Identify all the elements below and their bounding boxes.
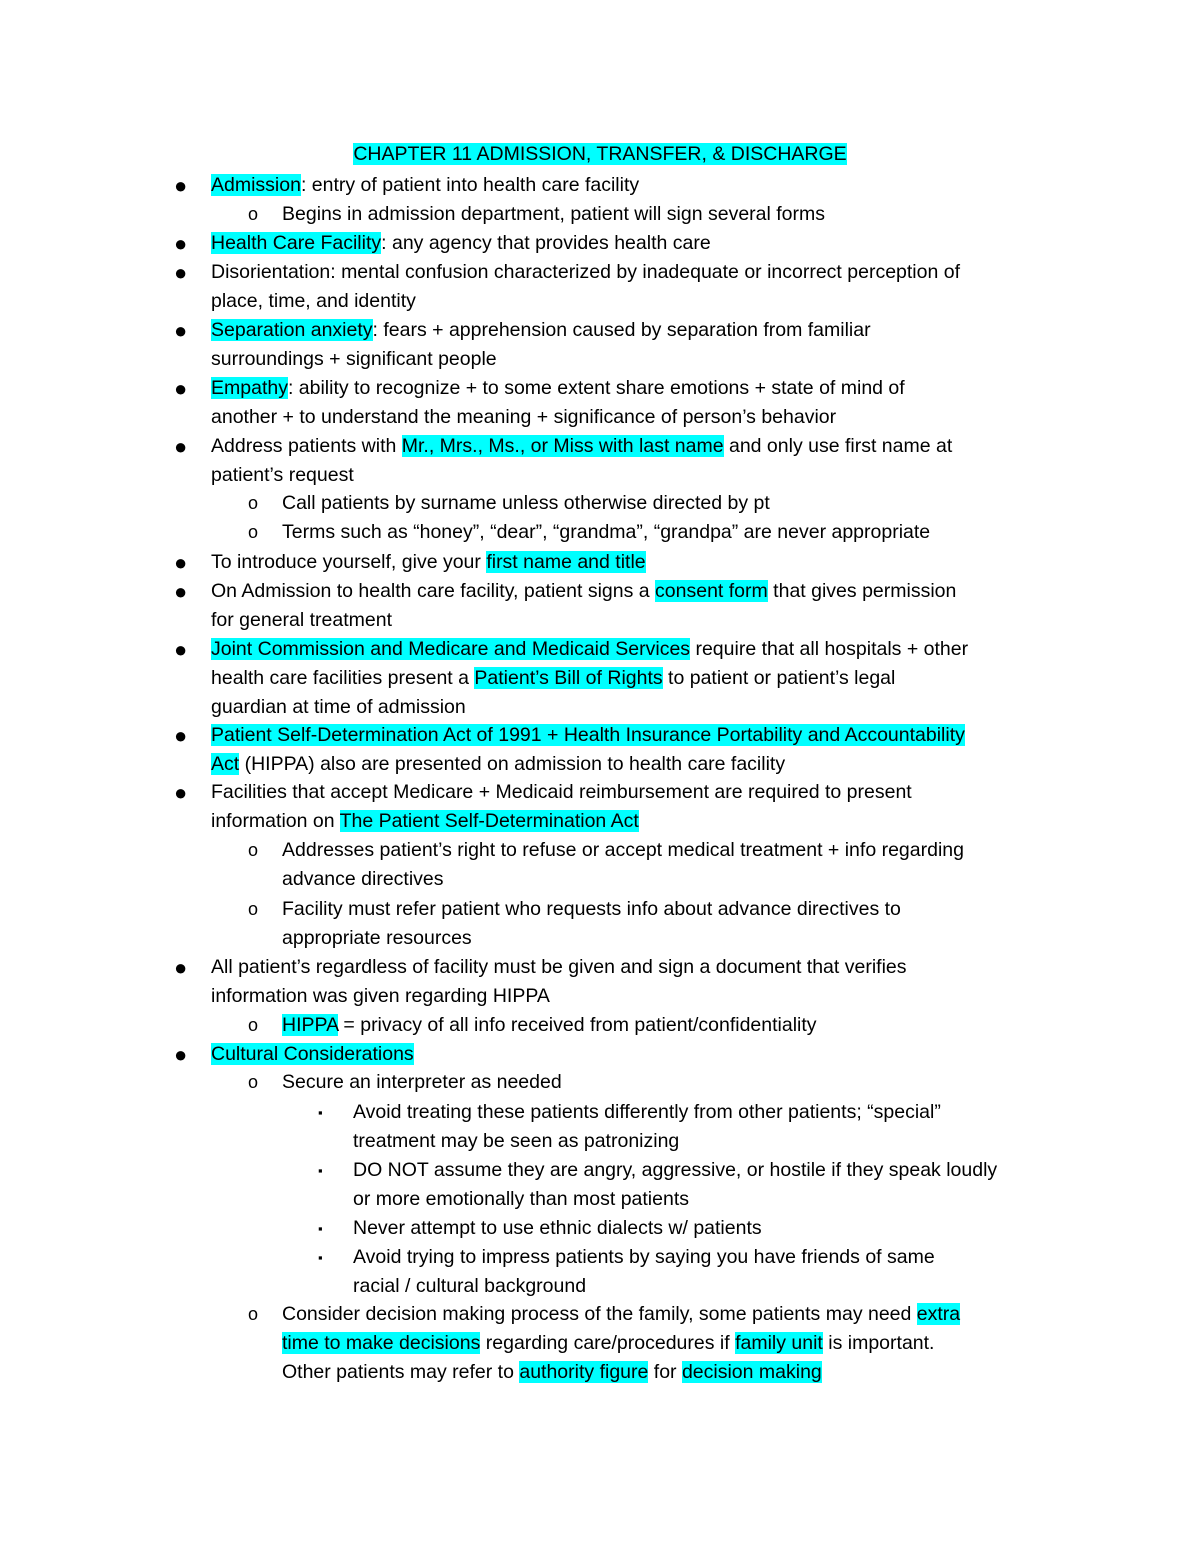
text-segment: Consider decision making process of the family, some patients may need	[282, 1303, 917, 1325]
text-segment: Secure an interpreter as needed	[282, 1071, 562, 1093]
list-item-line	[211, 635, 968, 664]
list-item-line	[211, 432, 952, 461]
list-item-line	[282, 1068, 562, 1097]
bullet-level-1: ●	[174, 1042, 188, 1067]
highlighted-text: Admission	[211, 174, 301, 196]
highlighted-text: Patient Self-Determination Act of 1991 + Health Insurance Portability and Accountability	[211, 724, 965, 746]
bullet-level-1: ●	[174, 955, 188, 980]
list-item-line	[282, 200, 825, 229]
highlighted-text: Empathy	[211, 377, 288, 399]
text-segment: Terms such as “honey”, “dear”, “grandma”, “grandpa” are never appropriate	[282, 521, 931, 543]
text-segment: Call patients by surname unless otherwise directed by pt	[282, 492, 770, 514]
text-segment: All patient’s regardless of facility must be given and sign a document that verifies	[211, 956, 907, 978]
bullet-level-2: o	[248, 899, 259, 919]
text-segment: Other patients may refer to	[282, 1361, 520, 1383]
text-segment: Disorientation: mental confusion characterized by inadequate or incorrect perception of	[211, 261, 961, 283]
list-item-line	[282, 865, 444, 894]
list-item-line	[282, 1300, 960, 1329]
list-item-line	[353, 1127, 679, 1156]
text-segment: On Admission to health care facility, patient signs a	[211, 580, 656, 602]
bullet-level-1: ●	[174, 550, 188, 575]
text-segment: appropriate resources	[282, 927, 472, 949]
highlighted-text: first name and title	[486, 551, 646, 573]
highlighted-text: consent form	[655, 580, 768, 602]
list-item-line	[211, 1040, 414, 1069]
list-item-line	[211, 171, 639, 200]
chapter-title	[0, 140, 1200, 169]
text-segment: health care facilities present a	[211, 667, 475, 689]
list-item-line	[282, 1011, 817, 1040]
text-segment: racial / cultural background	[353, 1275, 587, 1297]
bullet-level-1: ●	[174, 579, 188, 604]
list-item-line	[211, 374, 905, 403]
text-segment: advance directives	[282, 868, 444, 890]
bullet-level-2: o	[248, 493, 259, 513]
list-item-line	[282, 1329, 934, 1358]
text-segment: that gives permission	[767, 580, 957, 602]
text-segment: patient’s request	[211, 464, 354, 486]
highlighted-text: extra	[916, 1303, 961, 1325]
highlighted-text: decision making	[681, 1361, 822, 1383]
bullet-level-1: ●	[174, 231, 188, 256]
text-segment: another + to understand the meaning + significance of person’s behavior	[211, 406, 837, 428]
list-item-line	[353, 1272, 586, 1301]
list-item-line	[211, 721, 965, 750]
bullet-level-2: o	[248, 1304, 259, 1324]
list-item-line	[211, 778, 912, 807]
text-segment: Address patients with	[211, 435, 402, 457]
list-item-line	[211, 807, 639, 836]
highlighted-text: authority figure	[519, 1361, 649, 1383]
list-item-line	[353, 1243, 935, 1272]
highlighted-text: Separation anxiety	[211, 319, 373, 341]
highlighted-text: HIPPA	[282, 1014, 338, 1036]
highlighted-text: Cultural Considerations	[211, 1043, 414, 1065]
bullet-level-1: ●	[174, 260, 188, 285]
text-segment: DO NOT assume they are angry, aggressive, or hostile if they speak loudly	[353, 1159, 998, 1181]
bullet-level-1: ●	[174, 637, 188, 662]
text-segment: (HIPPA) also are presented on admission to health care facility	[239, 753, 786, 775]
bullet-level-2: o	[248, 840, 259, 860]
bullet-level-2: o	[248, 522, 259, 542]
list-item-line	[282, 895, 901, 924]
highlighted-text: time to make decisions	[282, 1332, 481, 1354]
list-item-line	[282, 924, 472, 953]
list-item-line	[211, 982, 550, 1011]
list-item-line	[353, 1214, 762, 1243]
list-item-line	[211, 953, 907, 982]
list-item-line	[211, 229, 711, 258]
text-segment: treatment may be seen as patronizing	[353, 1130, 680, 1152]
list-item-line	[211, 606, 392, 635]
highlighted-text: Patient’s Bill of Rights	[474, 667, 663, 689]
list-item-line	[211, 664, 895, 693]
bullet-level-2: o	[248, 1072, 259, 1092]
text-segment: to patient or patient’s legal	[662, 667, 896, 689]
text-segment: place, time, and identity	[211, 290, 416, 312]
highlighted-text: Act	[211, 753, 240, 775]
list-item-line	[211, 345, 497, 374]
bullet-level-1: ●	[174, 173, 188, 198]
title-highlight: CHAPTER 11 ADMISSION, TRANSFER, & DISCHARGE	[353, 143, 847, 165]
text-segment: Facility must refer patient who requests info about advance directives to	[282, 898, 901, 920]
list-item-line	[282, 836, 964, 865]
text-segment: for	[648, 1361, 682, 1383]
list-item-line	[282, 518, 930, 547]
list-item-line	[211, 548, 646, 577]
text-segment: : fears + apprehension caused by separation from familiar	[372, 319, 871, 341]
text-segment: Never attempt to use ethnic dialects w/ patients	[353, 1217, 762, 1239]
text-segment: : ability to recognize + to some extent share emotions + state of mind of	[287, 377, 905, 399]
bullet-level-1: ●	[174, 376, 188, 401]
bullet-level-3: ▪	[318, 1250, 323, 1265]
text-segment: or more emotionally than most patients	[353, 1188, 689, 1210]
bullet-level-1: ●	[174, 780, 188, 805]
list-item-line	[353, 1185, 689, 1214]
text-segment: Facilities that accept Medicare + Medicaid reimbursement are required to present	[211, 781, 912, 803]
bullet-level-2: o	[248, 204, 259, 224]
highlighted-text: The Patient Self-Determination Act	[339, 810, 639, 832]
highlighted-text: Mr., Mrs., Ms., or Miss with last name	[401, 435, 724, 457]
text-segment: information on	[211, 810, 340, 832]
highlighted-text: family unit	[735, 1332, 823, 1354]
highlighted-text: Health Care Facility	[211, 232, 382, 254]
list-item-line	[211, 403, 836, 432]
list-item-line	[282, 1358, 822, 1387]
bullet-level-3: ▪	[318, 1105, 323, 1120]
bullet-level-1: ●	[174, 434, 188, 459]
bullet-level-1: ●	[174, 723, 188, 748]
list-item-line	[353, 1156, 997, 1185]
list-item-line	[353, 1098, 941, 1127]
text-segment: and only use first name at	[723, 435, 953, 457]
list-item-line	[282, 489, 770, 518]
list-item-line	[211, 461, 354, 490]
text-segment: : any agency that provides health care	[381, 232, 711, 254]
text-segment: regarding care/procedures if	[480, 1332, 736, 1354]
text-segment: Avoid treating these patients differently from other patients; “special”	[353, 1101, 941, 1123]
list-item-line	[211, 577, 956, 606]
text-segment: information was given regarding HIPPA	[211, 985, 550, 1007]
bullet-level-2: o	[248, 1015, 259, 1035]
text-segment: Begins in admission department, patient will sign several forms	[282, 203, 826, 225]
text-segment: To introduce yourself, give your	[211, 551, 487, 573]
list-item-line	[211, 693, 466, 722]
list-item-line	[211, 287, 416, 316]
text-segment: surroundings + significant people	[211, 348, 497, 370]
text-segment: Avoid trying to impress patients by saying you have friends of same	[353, 1246, 935, 1268]
bullet-level-3: ▪	[318, 1221, 323, 1236]
list-item-line	[211, 750, 785, 779]
highlighted-text: Joint Commission and Medicare and Medicaid Services	[211, 638, 691, 660]
text-segment: guardian at time of admission	[211, 696, 466, 718]
bullet-level-1: ●	[174, 318, 188, 343]
text-segment: : entry of patient into health care facility	[300, 174, 640, 196]
text-segment: is important.	[822, 1332, 935, 1354]
text-segment: = privacy of all info received from patient/confidentiality	[338, 1014, 817, 1036]
text-segment: for general treatment	[211, 609, 393, 631]
text-segment: Addresses patient’s right to refuse or accept medical treatment + info regarding	[282, 839, 964, 861]
bullet-level-3: ▪	[318, 1163, 323, 1178]
text-segment: require that all hospitals + other	[690, 638, 969, 660]
list-item-line	[211, 258, 960, 287]
list-item-line	[211, 316, 871, 345]
